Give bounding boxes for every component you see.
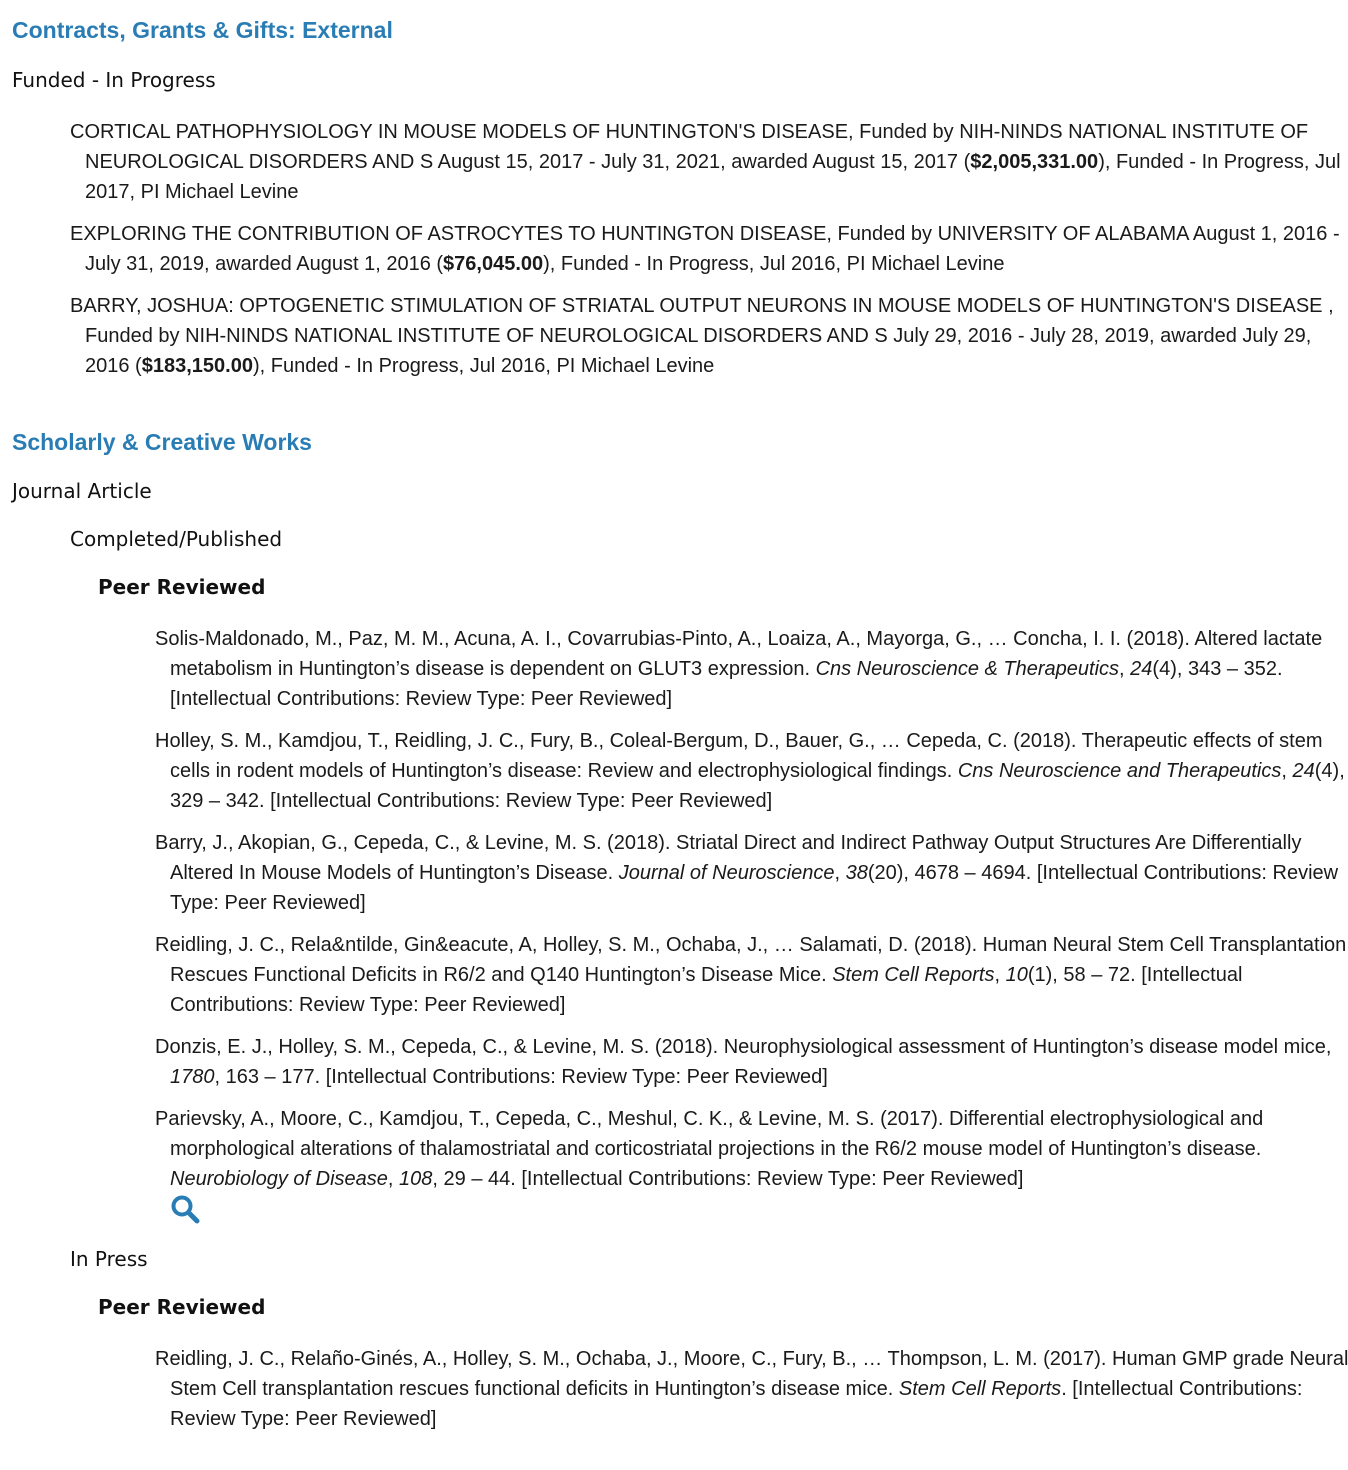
grant-amount: $2,005,331.00	[970, 151, 1099, 173]
publication-text: Parievsky, A., Moore, C., Kamdjou, T., Cepeda, C., Meshul, C. K., & Levine, M. S. (2017). Differential electrophysiological and morphological alterations of thalamostriatal and corticostriatal projections in the R6/2 mouse model of Huntington’s disease.	[155, 1108, 1264, 1160]
in-press-heading: In Press	[70, 1247, 148, 1271]
publication-text: Reidling, J. C., Rela&ntilde, Gin&eacute, A, Holley, S. M., Ochaba, J., … Salamati, D. (2018). Human Neural Stem Cell Transplantation Rescues Functional Deficits in R6/2 and Q140 Huntington’s Disease Mice.	[155, 934, 1347, 986]
grant-entry	[70, 291, 1345, 381]
grant-text: ), Funded - In Progress, Jul 2017, PI Michael Levine	[85, 151, 1341, 203]
publication-journal: Stem Cell Reports	[898, 1378, 1062, 1400]
grant-text: ), Funded - In Progress, Jul 2016, PI Michael Levine	[252, 355, 715, 377]
grant-entry	[70, 219, 1345, 279]
publication-text: , 163 – 177. [Intellectual Contributions: Review Type: Peer Reviewed]	[214, 1066, 828, 1088]
publication-sep: ,	[994, 964, 1006, 986]
peer-reviewed-heading: Peer Reviewed	[98, 1295, 266, 1319]
publication-text: (20), 4678 – 4694. [Intellectual Contributions: Review Type: Peer Reviewed]	[170, 862, 1339, 914]
publication-sep: ,	[387, 1168, 400, 1190]
publication-text: . [Intellectual Contributions: Review Type: Peer Reviewed]	[170, 1378, 1303, 1430]
completed-heading: Completed/Published	[70, 527, 283, 551]
publication-entry	[155, 1032, 1348, 1092]
publication-text: (4), 343 – 352. [Intellectual Contributions: Review Type: Peer Reviewed]	[170, 658, 1283, 710]
grant-amount: $183,150.00	[141, 355, 253, 377]
publication-volume: 24	[1130, 658, 1153, 680]
publication-text: (4), 329 – 342. [Intellectual Contributions: Review Type: Peer Reviewed]	[170, 760, 1345, 812]
publication-text: Barry, J., Akopian, G., Cepeda, C., & Levine, M. S. (2018). Striatal Direct and Indirect Pathway Output Structures Are Differentially Altered In Mouse Models of Huntington’s Disease.	[155, 832, 1302, 884]
publication-journal: Cns Neuroscience & Therapeutics	[815, 658, 1120, 680]
publication-entry	[155, 726, 1348, 816]
publication-entry	[155, 1344, 1348, 1434]
publication-volume: 10	[1005, 964, 1028, 986]
grant-text: CORTICAL PATHOPHYSIOLOGY IN MOUSE MODELS OF HUNTINGTON'S DISEASE, Funded by NIH-NINDS NATIONAL INSTITUTE OF NEUROLOGICAL DISORDERS AND S August 15, 2017 - July 31, 2021, awarded August 15, 2017 (	[70, 121, 1309, 173]
journal-article-heading: Journal Article	[12, 479, 152, 503]
publication-text: Donzis, E. J., Holley, S. M., Cepeda, C., & Levine, M. S. (2018). Neurophysiological assessment of Huntington’s disease model mice,	[155, 1036, 1332, 1058]
peer-reviewed-heading: Peer Reviewed	[98, 575, 266, 599]
publication-journal: Cns Neuroscience and Therapeutics	[957, 760, 1282, 782]
publication-volume: 38	[845, 862, 868, 884]
works-section-title: Scholarly & Creative Works	[12, 429, 312, 455]
publication-entry	[155, 1104, 1348, 1194]
publication-volume: 24	[1292, 760, 1315, 782]
publication-entry	[155, 930, 1348, 1020]
publication-text: (1), 58 – 72. [Intellectual Contributions: Review Type: Peer Reviewed]	[170, 964, 1243, 1016]
grant-text: EXPLORING THE CONTRIBUTION OF ASTROCYTES TO HUNTINGTON DISEASE, Funded by UNIVERSITY OF ALABAMA August 1, 2016 - July 31, 2019, awarded August 1, 2016 (	[70, 223, 1340, 275]
publication-sep: ,	[834, 862, 846, 884]
search-icon[interactable]	[170, 1194, 200, 1224]
publication-text: Solis-Maldonado, M., Paz, M. M., Acuna, A. I., Covarrubias-Pinto, A., Loaiza, A., Mayorga, G., … Concha, I. I. (2018). Altered lactate metabolism in Huntington’s disease is dependent on GLUT3 expression.	[155, 628, 1323, 680]
publication-sep: ,	[1281, 760, 1293, 782]
grant-text: BARRY, JOSHUA: OPTOGENETIC STIMULATION OF STRIATAL OUTPUT NEURONS IN MOUSE MODELS OF HUNTINGTON'S DISEASE , Funded by NIH-NINDS NATIONAL INSTITUTE OF NEUROLOGICAL DISORDERS AND S July 29, 2016 - July 28, 2019, awarded July 29, 2016 (	[70, 295, 1334, 377]
publication-journal: Neurobiology of Disease	[170, 1168, 388, 1190]
publication-entry	[155, 624, 1348, 714]
grants-section-title: Contracts, Grants & Gifts: External	[12, 17, 393, 43]
publication-volume: 108	[399, 1168, 433, 1190]
publication-journal: Journal of Neuroscience	[618, 862, 835, 884]
publication-entry	[155, 828, 1348, 918]
grant-text: ), Funded - In Progress, Jul 2016, PI Michael Levine	[543, 253, 1005, 275]
grant-amount: $76,045.00	[443, 253, 544, 275]
publication-sep: ,	[1119, 658, 1131, 680]
publication-volume: 1780	[170, 1066, 215, 1088]
publication-text: Holley, S. M., Kamdjou, T., Reidling, J. C., Fury, B., Coleal-Bergum, D., Bauer, G., … Cepeda, C. (2018). Therapeutic effects of stem cells in rodent models of Huntington’s disease: Review and electrophysiological findings.	[155, 730, 1323, 782]
grant-entry	[70, 117, 1345, 207]
publication-text: Reidling, J. C., Relaño-Ginés, A., Holley, S. M., Ochaba, J., Moore, C., Fury, B., … Thompson, L. M. (2017). Human GMP grade Neural Stem Cell transplantation rescues functional deficits in Huntington’s disease mice.	[155, 1348, 1348, 1400]
grants-status-heading: Funded - In Progress	[12, 68, 216, 92]
publication-journal: Stem Cell Reports	[832, 964, 995, 986]
publication-text: , 29 – 44. [Intellectual Contributions: Review Type: Peer Reviewed]	[432, 1168, 1024, 1190]
